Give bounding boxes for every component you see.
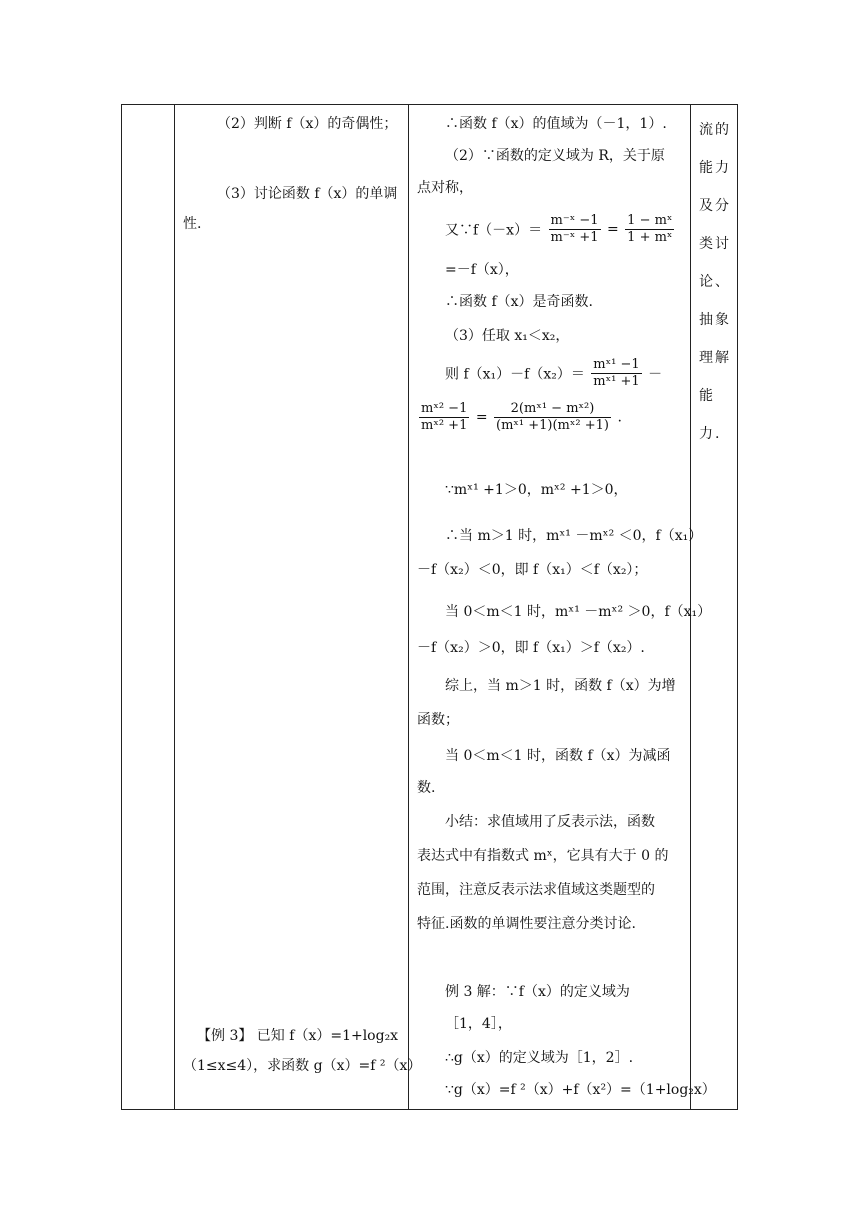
summary-line: 小结：求值域用了反表示法，函数 xyxy=(445,814,655,830)
question-3-line2: 性. xyxy=(183,216,202,232)
fraction xyxy=(549,213,601,246)
fraction xyxy=(591,357,641,390)
solution-line: 当 0＜m＜1 时，mˣ¹ －mˣ² ＞0，f（x₁） xyxy=(445,604,712,620)
difference-equation xyxy=(445,357,662,390)
solution-line: 函数； xyxy=(417,712,459,728)
equation-suffix: － xyxy=(648,366,663,383)
table-row xyxy=(122,105,738,1110)
fraction xyxy=(625,213,674,246)
summary-line: 表达式中有指数式 mˣ，它具有大于 0 的 xyxy=(417,848,669,864)
fraction-numerator: 2(mˣ¹ − mˣ²) xyxy=(494,401,611,418)
difference-equation-cont: $\frac{\text{mˣ² −1}}{\text{mˣ² +1}}$ = $\frac{\text{2(mˣ¹ − mˣ²)}}{\text{(mˣ¹ +1)(mˣ² +1)}}$ . xyxy=(421,401,622,433)
fraction-denominator: mˣ¹ +1 xyxy=(593,374,640,389)
question-2: （2）判断 f（x）的奇偶性； xyxy=(217,116,398,132)
example-3-solution-line: ∵g（x）=f ²（x）+f（x²）=（1+log₂x） xyxy=(445,1082,716,1098)
example-3-solution-line: ∴g（x）的定义域为［1，2］. xyxy=(445,1050,634,1066)
solution-line: （3）任取 x₁＜x₂， xyxy=(445,328,570,344)
objective-text: 流的能力及分类讨论、抽象理解能力. xyxy=(699,122,731,442)
fraction-numerator: 1 − mˣ xyxy=(627,213,673,228)
example-3-solution-line: ［1，4］， xyxy=(445,1016,512,1032)
fraction xyxy=(419,401,469,434)
fraction-numerator: m⁻ˣ −1 xyxy=(550,213,599,228)
solution-line: ∴当 m＞1 时，mˣ¹ －mˣ² ＜0，f（x₁） xyxy=(445,528,703,544)
lesson-table xyxy=(121,104,738,1110)
example-3-line1: 【例 3】 已知 f（x）=1+log₂x xyxy=(197,1028,399,1044)
solution-line: ∴函数 f（x）的值域为（－1，1）. xyxy=(445,116,667,132)
solution-line: 数. xyxy=(417,780,436,796)
example-3-line2: （1≤x≤4），求函数 g（x）=f ²（x） xyxy=(183,1058,422,1074)
objective-cell xyxy=(691,105,738,1110)
problem-cell xyxy=(175,105,422,1110)
solution-line: （2）∵函数的定义域为 R，关于原 xyxy=(445,148,665,164)
odd-function-equation: 又∵f（－x）＝ $\frac{\text{m⁻ˣ −1}}{\text{m⁻ˣ +1}}$ = $\frac{\text{1 − mˣ}}{\text{1 + mˣ}}$ xyxy=(445,213,673,245)
solution-line: ∴函数 f（x）是奇函数. xyxy=(445,294,593,310)
fraction-denominator: mˣ² +1 xyxy=(421,418,468,433)
fraction-numerator: mˣ² −1 xyxy=(421,401,468,416)
fraction xyxy=(494,401,611,434)
solution-line: 综上，当 m＞1 时，函数 f（x）为增 xyxy=(445,678,676,694)
solution-line: =－f（x）， xyxy=(445,262,519,278)
solution-line: 点对称， xyxy=(417,180,473,196)
summary-line: 范围，注意反表示法求值域这类题型的 xyxy=(417,882,655,898)
equation-prefix: 又∵f（－x）＝ xyxy=(445,222,543,239)
fraction-denominator: 1 + mˣ xyxy=(627,230,673,245)
equation-prefix: 则 f（x₁）－f（x₂）＝ xyxy=(445,366,585,383)
fraction-denominator: m⁻ˣ +1 xyxy=(550,230,599,245)
solution-line: －f（x₂）＞0，即 f（x₁）＞f（x₂）. xyxy=(417,640,645,656)
question-3-line1: （3）讨论函数 f（x）的单调 xyxy=(217,186,398,202)
solution-line: ∵mˣ¹ +1＞0，mˣ² +1＞0， xyxy=(445,482,628,498)
fraction-numerator: mˣ¹ −1 xyxy=(593,357,640,372)
summary-line: 特征.函数的单调性要注意分类讨论. xyxy=(417,916,636,932)
fraction-denominator: (mˣ¹ +1)(mˣ² +1) xyxy=(496,418,609,433)
solution-line: 当 0＜m＜1 时，函数 f（x）为减函 xyxy=(445,748,671,764)
blank-cell xyxy=(122,105,175,1110)
solution-line: －f（x₂）＜0，即 f（x₁）＜f（x₂）； xyxy=(417,562,648,578)
example-3-solution-line: 例 3 解：∵f（x）的定义域为 xyxy=(445,984,630,1000)
